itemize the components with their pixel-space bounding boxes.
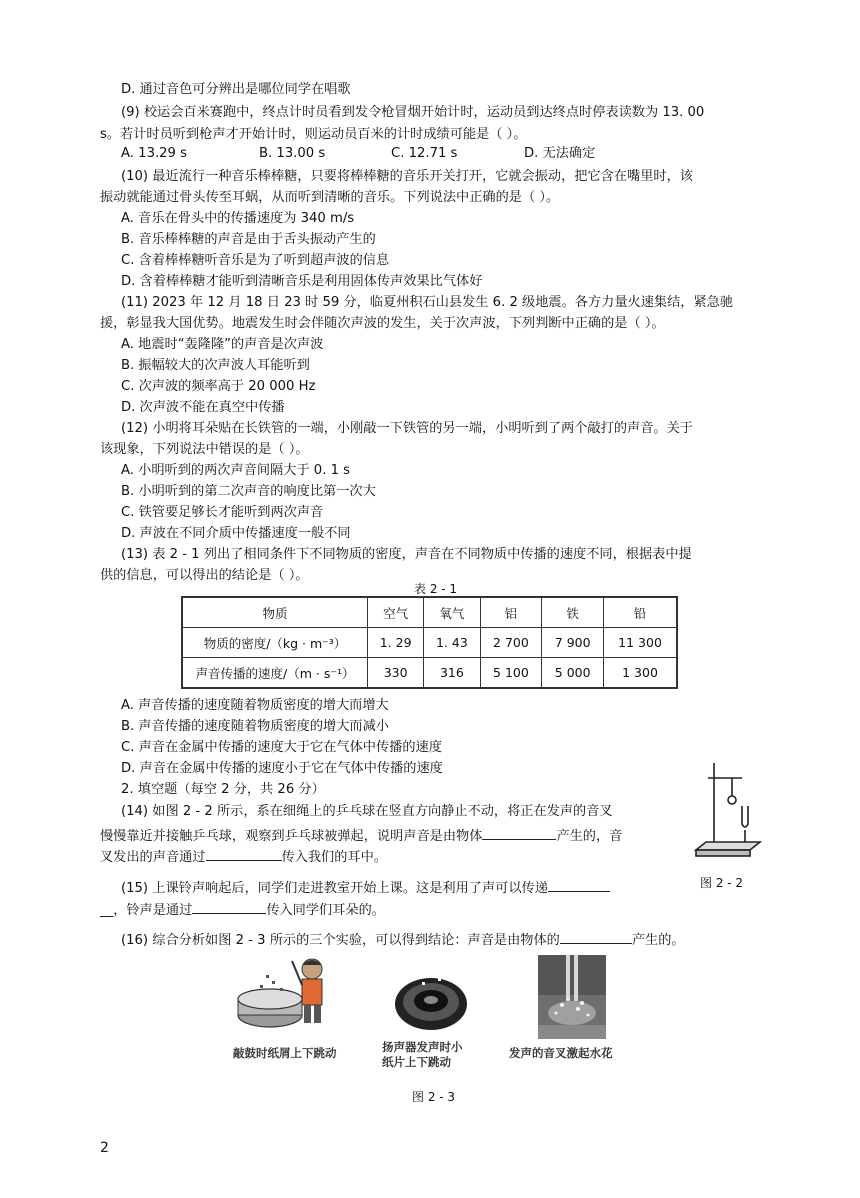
q14-text: 产生的，音 <box>556 829 623 844</box>
q12-stem-line2: 该现象，下列说法中错误的是（ ）。 <box>100 442 309 457</box>
table-header-cell: 物质 <box>182 597 368 628</box>
answer-blank <box>482 825 556 840</box>
table-cell: 7 900 <box>542 628 604 658</box>
q9-stem-line2: s。若计时员听到枪声才开始计时，则运动员百米的计时成绩可能是（ ）。 <box>100 127 527 142</box>
table-cell: 声音传播的速度/（m · s⁻¹） <box>182 658 368 689</box>
table-caption: 表 2 - 1 <box>414 582 458 596</box>
q15-stem-line1 <box>121 877 610 898</box>
section-title: 2. 填空题（每空 2 分，共 26 分） <box>121 782 325 797</box>
q15-stem-line2 <box>100 899 385 920</box>
q14-text: 叉发出的声音通过 <box>100 850 206 865</box>
image-caption: 敲鼓时纸屑上下跳动 <box>233 1046 337 1060</box>
q16-stem <box>121 929 685 950</box>
table-cell: 5 100 <box>480 658 542 689</box>
table-header-cell: 铁 <box>542 597 604 628</box>
image-caption: 发声的音叉激起水花 <box>509 1046 613 1060</box>
q11-option-c: C. 次声波的频率高于 20 000 Hz <box>121 379 316 394</box>
table-cell: 11 300 <box>604 628 677 658</box>
q10-option-a: A. 音乐在骨头中的传播速度为 340 m/s <box>121 211 355 226</box>
q9-option-d: D. 无法确定 <box>524 146 596 161</box>
figure-caption: 图 2 - 3 <box>412 1090 456 1104</box>
image-caption: 纸片上下跳动 <box>382 1055 451 1069</box>
q14-stem-line3 <box>100 846 387 867</box>
table-row <box>182 628 677 658</box>
q12-option-a: A. 小明听到的两次声音间隔大于 0. 1 s <box>121 463 351 478</box>
q14-stem-line1: (14) 如图 2 - 2 所示，系在细绳上的乒乓球在竖直方向静止不动，将正在发声的音叉 <box>121 804 613 819</box>
table-cell: 1 300 <box>604 658 677 689</box>
q12-stem-line1: (12) 小明将耳朵贴在长铁管的一端，小刚敲一下铁管的另一端，小明听到了两个敲打的声音。关于 <box>121 421 693 436</box>
q11-option-d: D. 次声波不能在真空中传播 <box>121 400 285 415</box>
q10-stem-line2: 振动就能通过骨头传至耳蜗，从而听到清晰的音乐。下列说法中正确的是（ ）。 <box>100 190 560 205</box>
tuning-fork-apparatus-figure <box>692 758 764 866</box>
table-cell: 1. 29 <box>368 628 424 658</box>
table-header-cell: 空气 <box>368 597 424 628</box>
q14-text: 慢慢靠近并接触乒乓球，观察到乒乓球被弹起，说明声音是由物体 <box>100 829 483 844</box>
table-cell: 2 700 <box>480 628 542 658</box>
table-header-cell: 氧气 <box>424 597 480 628</box>
page-number: 2 <box>100 1140 109 1156</box>
q13-option-a: A. 声音传播的速度随着物质密度的增大而增大 <box>121 698 389 713</box>
q15-text: 传入同学们耳朵的。 <box>266 903 385 918</box>
q11-stem-line1: (11) 2023 年 12 月 18 日 23 时 59 分，临夏州积石山县发生 6. 2 级地震。各方力量火速集结，紧急驰 <box>121 295 734 310</box>
q9-option-a: A. 13.29 s <box>121 146 187 161</box>
answer-blank <box>560 929 632 944</box>
q12-option-d: D. 声波在不同介质中传播速度一般不同 <box>121 526 351 541</box>
table-header-cell: 铝 <box>480 597 542 628</box>
q10-stem-line1: (10) 最近流行一种音乐棒棒糖，只要将棒棒糖的音乐开关打开，它就会振动，把它含在嘴里时，该 <box>121 169 693 184</box>
q14-text: 传入我们的耳中。 <box>281 850 387 865</box>
table-cell: 316 <box>424 658 480 689</box>
table-cell: 物质的密度/（kg · m⁻³） <box>182 628 368 658</box>
q14-stem-line2 <box>100 825 622 846</box>
q10-option-b: B. 音乐棒棒糖的声音是由于舌头振动产生的 <box>121 232 376 247</box>
drum-boy-illustration <box>232 955 340 1035</box>
table-header-cell: 铅 <box>604 597 677 628</box>
speaker-illustration <box>392 968 470 1034</box>
q13-option-d: D. 声音在金属中传播的速度小于它在气体中传播的速度 <box>121 761 443 776</box>
q9-option-b: B. 13.00 s <box>259 146 326 161</box>
tuning-fork-water-photo <box>538 955 606 1039</box>
table-cell: 1. 43 <box>424 628 480 658</box>
answer-blank <box>548 877 610 892</box>
q11-option-b: B. 振幅较大的次声波人耳能听到 <box>121 358 310 373</box>
q13-option-b: B. 声音传播的速度随着物质密度的增大而减小 <box>121 719 389 734</box>
answer-blank <box>192 899 266 914</box>
q12-option-c: C. 铁管要足够长才能听到两次声音 <box>121 505 324 520</box>
q9-option-c: C. 12.71 s <box>391 146 458 161</box>
q8-option-d: D. 通过音色可分辨出是哪位同学在唱歌 <box>121 82 351 97</box>
q13-option-c: C. 声音在金属中传播的速度大于它在气体中传播的速度 <box>121 740 442 755</box>
table-header-row <box>182 597 677 628</box>
q12-option-b: B. 小明听到的第二次声音的响度比第一次大 <box>121 484 376 499</box>
table-cell: 330 <box>368 658 424 689</box>
figure-caption: 图 2 - 2 <box>700 876 744 890</box>
q15-text: (15) 上课铃声响起后，同学们走进教室开始上课。这是利用了声可以传递 <box>121 881 548 896</box>
q16-text: (16) 综合分析如图 2 - 3 所示的三个实验，可以得到结论：声音是由物体的 <box>121 933 560 948</box>
q11-stem-line2: 援，彰显我大国优势。地震发生时会伴随次声波的发生，关于次声波，下列判断中正确的是（ ）。 <box>100 316 665 331</box>
q10-option-d: D. 含着棒棒糖才能听到清晰音乐是利用固体传声效果比气体好 <box>121 274 483 289</box>
q9-stem-line1: (9) 校运会百米赛跑中，终点计时员看到发令枪冒烟开始计时，运动员到达终点时停表读数为 13. 00 <box>121 105 705 120</box>
table-row <box>182 658 677 689</box>
q15-text: __，铃声是通过 <box>100 903 193 918</box>
q13-stem-line2: 供的信息，可以得出的结论是（ ）。 <box>100 568 309 583</box>
q10-option-c: C. 含着棒棒糖听音乐是为了听到超声波的信息 <box>121 253 390 268</box>
answer-blank <box>206 846 282 861</box>
q11-option-a: A. 地震时“轰隆隆”的声音是次声波 <box>121 337 324 352</box>
q16-text: 产生的。 <box>631 933 685 948</box>
q13-stem-line1: (13) 表 2 - 1 列出了相同条件下不同物质的密度，声音在不同物质中传播的速度不同，根据表中提 <box>121 547 692 562</box>
image-caption: 扬声器发声时小 <box>382 1040 463 1054</box>
table-cell: 5 000 <box>542 658 604 689</box>
density-speed-table <box>181 596 678 689</box>
